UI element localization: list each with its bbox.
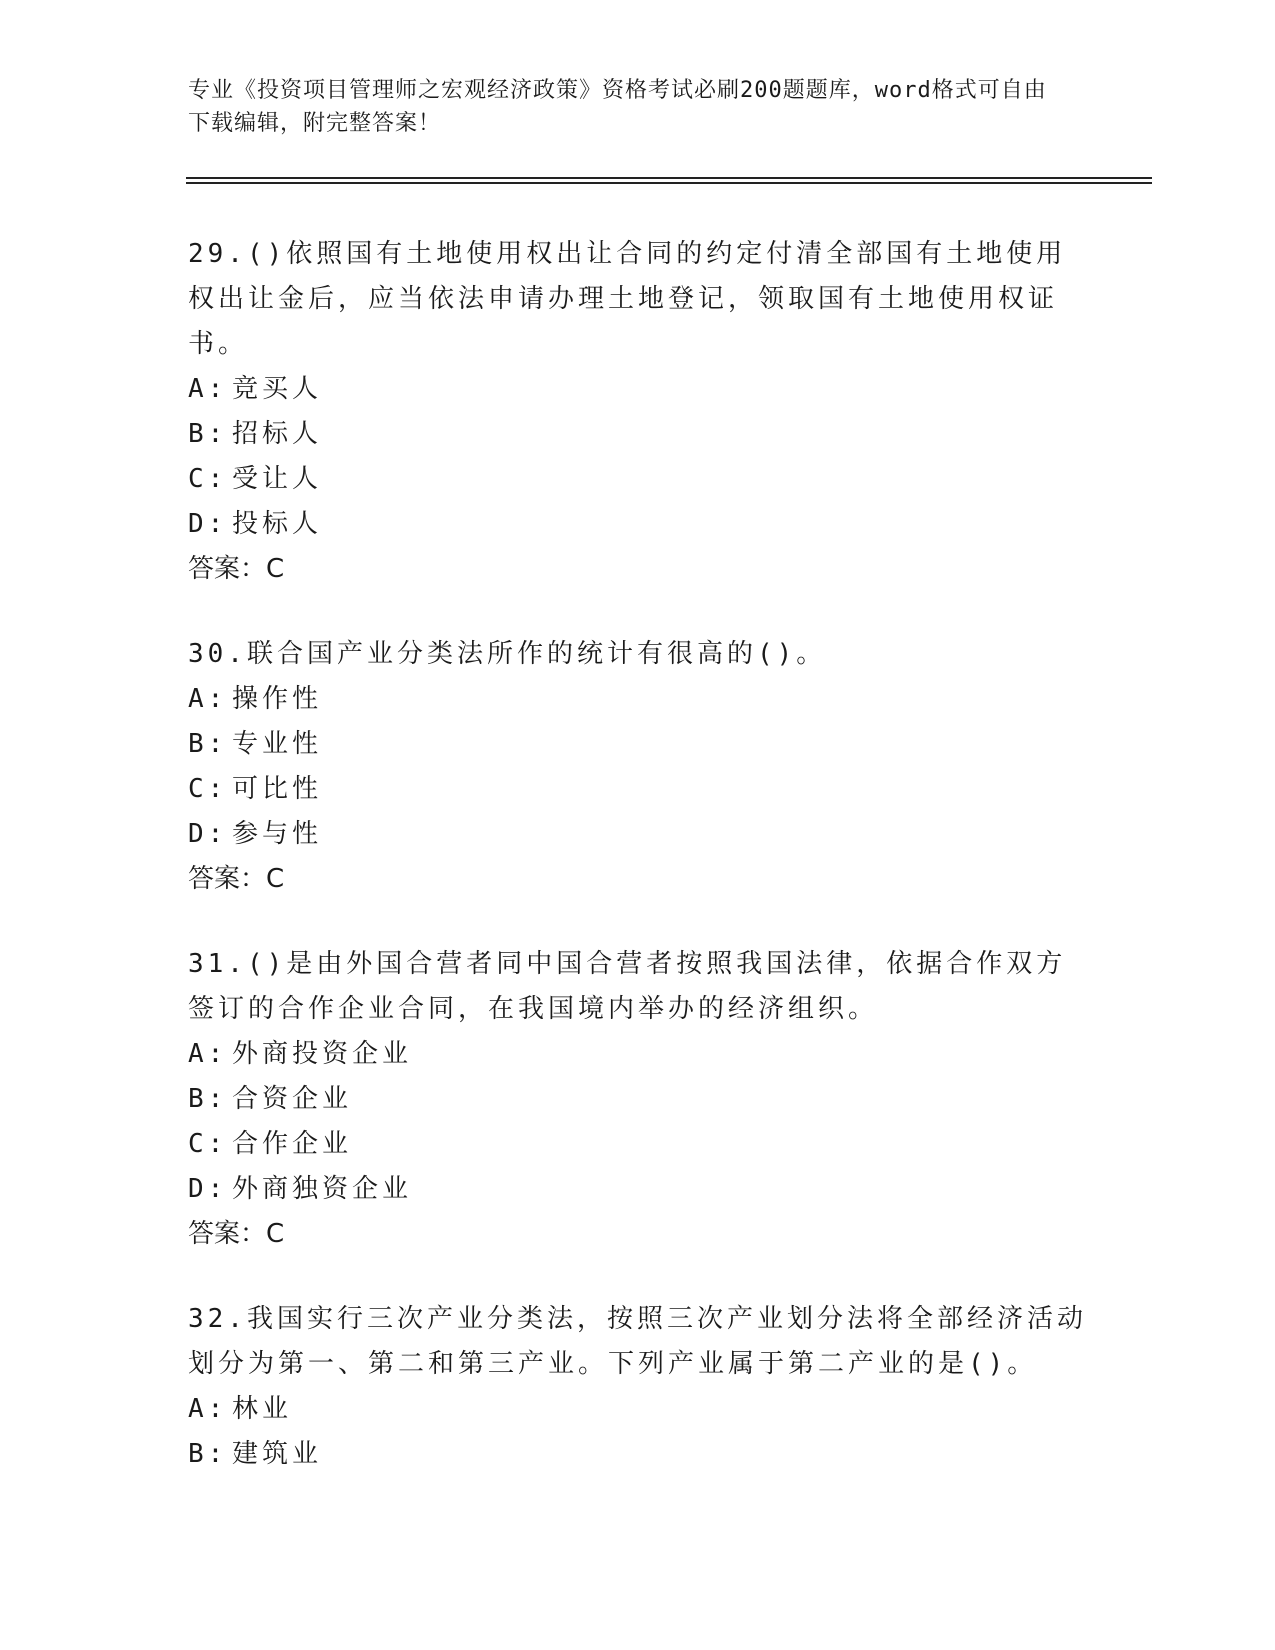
option-text: 受让人 [232,464,323,494]
option-letter: C: [188,1129,228,1159]
option-letter: B: [188,1439,228,1469]
option-text: 合作企业 [232,1129,353,1159]
option-letter: C: [188,774,228,804]
option-letter: A: [188,1394,228,1424]
option-text: 操作性 [232,684,323,714]
question-block [188,1297,1088,1477]
option-letter: B: [188,419,228,449]
answer-option [188,677,1088,722]
option-text: 参与性 [232,819,323,849]
option-letter: D: [188,1174,228,1204]
question-block [188,232,1088,592]
answer-option [188,1167,1088,1212]
option-text: 外商投资企业 [232,1039,413,1069]
answer-option [188,1122,1088,1167]
question-stem: 29.()依照国有土地使用权出让合同的约定付清全部国有土地使用权出让金后，应当依法申请办理土地登记，领取国有土地使用权证书。 [188,239,1067,359]
option-text: 专业性 [232,729,323,759]
question-stem: 31.()是由外国合营者同中国合营者按照我国法律，依据合作双方签订的合作企业合同，在我国境内举办的经济组织。 [188,949,1067,1024]
question-block [188,942,1088,1257]
answer-key: 答案：C [188,864,285,894]
question-block [188,632,1088,902]
question-stem: 32.我国实行三次产业分类法，按照三次产业划分法将全部经济活动划分为第一、第二和第三产业。下列产业属于第二产业的是()。 [188,1304,1087,1379]
option-letter: A: [188,1039,228,1069]
option-letter: B: [188,1084,228,1114]
option-letter: A: [188,374,228,404]
answer-option [188,1387,1088,1432]
option-text: 外商独资企业 [232,1174,413,1204]
option-text: 林业 [232,1394,293,1424]
header-divider-bottom [186,182,1152,184]
answer-option [188,502,1088,547]
option-text: 竞买人 [232,374,323,404]
header-text: 专业《投资项目管理师之宏观经济政策》资格考试必刷200题题库，word格式可自由下载编辑，附完整答案！ [188,78,1047,136]
option-text: 建筑业 [232,1439,323,1469]
option-letter: D: [188,509,228,539]
answer-option [188,1432,1088,1477]
option-text: 可比性 [232,774,323,804]
option-letter: A: [188,684,228,714]
option-text: 招标人 [232,419,323,449]
answer-option [188,1032,1088,1077]
answer-key: 答案：C [188,554,285,584]
option-letter: B: [188,729,228,759]
option-letter: C: [188,464,228,494]
answer-option [188,767,1088,812]
answer-option [188,367,1088,412]
header-divider-top [186,177,1152,179]
answer-option [188,1077,1088,1122]
answer-option [188,812,1088,857]
answer-option [188,722,1088,767]
option-text: 投标人 [232,509,323,539]
option-letter: D: [188,819,228,849]
question-stem: 30.联合国产业分类法所作的统计有很高的()。 [188,639,827,669]
answer-option [188,457,1088,502]
option-text: 合资企业 [232,1084,353,1114]
answer-key: 答案：C [188,1219,285,1249]
document-header [188,74,1068,140]
question-list [188,232,1088,1517]
answer-option [188,412,1088,457]
